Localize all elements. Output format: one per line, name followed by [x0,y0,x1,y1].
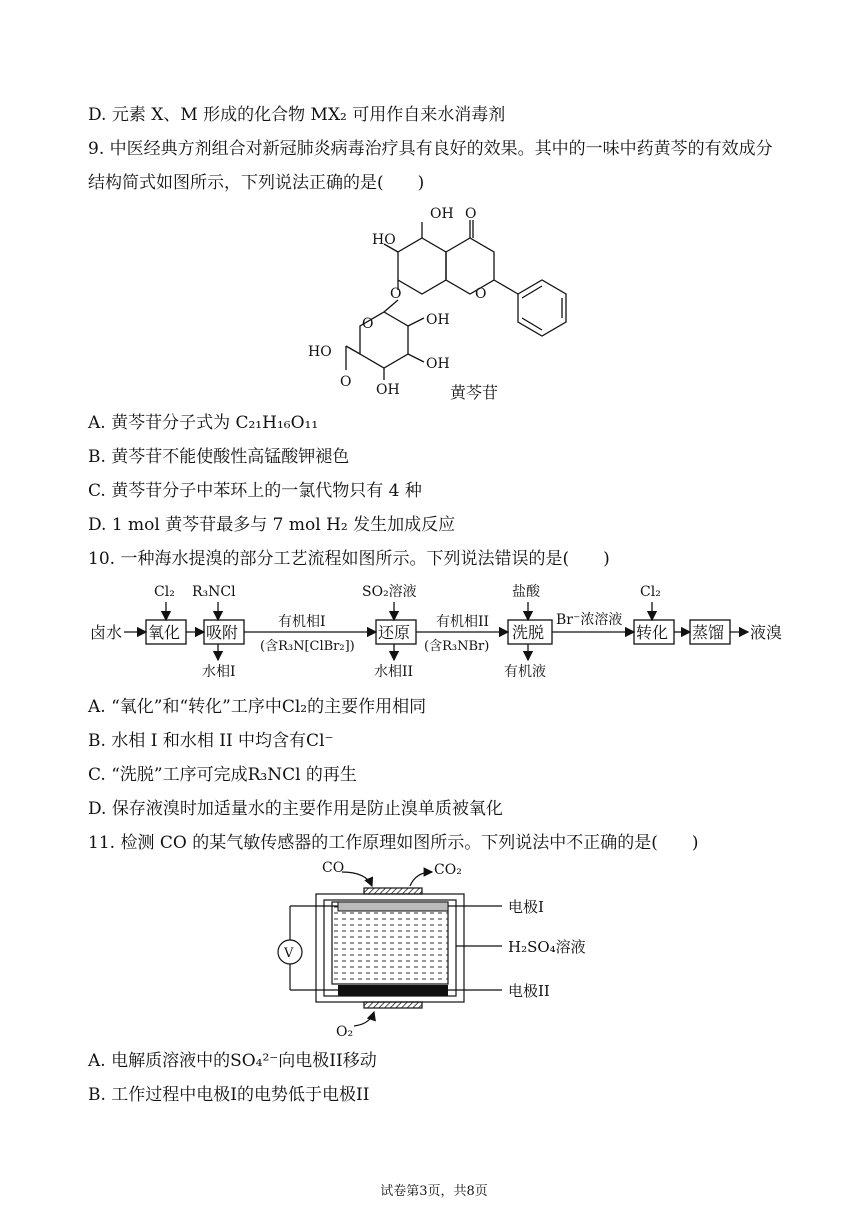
q10-box-elute: 洗脱 [512,623,545,642]
q10-option-b: B. 水相 I 和水相 II 中均含有Cl⁻ [88,731,334,751]
q11-label-o2: O₂ [336,1024,354,1040]
q9-label-oh2: OH [426,312,450,328]
q10-box-distill: 蒸馏 [692,623,725,642]
q10-arrow2-top: 有机相II [436,614,490,630]
q9-option-d: D. 1 mol 黄芩苷最多与 7 mol H₂ 发生加成反应 [88,515,456,535]
q11-option-b: B. 工作过程中电极I的电势低于电极II [88,1085,370,1105]
q11-voltmeter-label: V [284,946,294,961]
q10-input-r3ncl: R₃NCl [192,584,236,600]
q9-option-a: A. 黄芩苷分子式为 C₂₁H₁₆O₁₁ [88,413,319,433]
q10-arrow1-top: 有机相I [278,614,326,630]
q9-structure-figure [300,200,600,410]
q10-box-reduce: 还原 [378,623,411,642]
q11-label-electrode1: 电极I [508,898,544,916]
q11-label-solution: H₂SO₄溶液 [508,938,586,956]
q10-option-c: C. “洗脱”工序可完成R₃NCl 的再生 [88,765,357,785]
q10-arrow2-bottom: (含R₃NBr) [424,639,490,654]
q9-label-ho: HO [372,232,396,248]
q9-option-b: B. 黄芩苷不能使酸性高锰酸钾褪色 [88,447,350,467]
q10-start: 卤水 [90,623,123,642]
q9-label-oh4: OH [376,382,400,398]
q10-output-organic: 有机液 [504,664,546,680]
q10-input-so2: SO₂溶液 [362,584,417,600]
q10-arrow1-bottom: (含R₃N[ClBr₂]) [260,639,355,654]
q8-option-d: D. 元素 X、M 形成的化合物 MX₂ 可用作自来水消毒剂 [88,105,506,125]
q11-stem: 11. 检测 CO 的某气敏传感器的工作原理如图所示。下列说法中不正确的是( ) [88,833,699,853]
q11-sensor-figure [270,856,610,1046]
q10-output-water2: 水相II [374,664,414,680]
q10-input-hcl: 盐酸 [512,584,540,600]
q9-label-oh3: OH [426,356,450,372]
q10-input-cl2-b: Cl₂ [640,584,661,600]
q9-stem: 9. 中医经典方剂组合对新冠肺炎病毒治疗具有良好的效果。其中的一味中药黄芩的有效成分结构简式如图所示，下列说法正确的是( ) [88,139,773,193]
q9-caption: 黄芩苷 [450,383,499,402]
q11-option-a: A. 电解质溶液中的SO₄²⁻向电极II移动 [88,1051,377,1071]
q9-option-c: C. 黄芩苷分子中苯环上的一氯代物只有 4 种 [88,481,422,501]
q10-flow-figure [88,576,788,680]
q10-option-d: D. 保存液溴时加适量水的主要作用是防止溴单质被氧化 [88,799,503,819]
page-footer: 试卷第3页，共8页 [380,1184,488,1199]
q9-label-ho2: HO [308,344,332,360]
q9-label-o-top: O [465,206,477,222]
q10-stem: 10. 一种海水提溴的部分工艺流程如图所示。下列说法错误的是( ) [88,549,610,569]
q10-box-oxidize: 氧化 [148,623,181,642]
q10-box-convert: 转化 [636,623,669,642]
q11-label-co2: CO₂ [434,862,462,878]
q11-label-co: CO [322,860,345,876]
q10-box-adsorb: 吸附 [206,623,239,642]
q9-label-o-ring: O [475,286,487,302]
q10-end: 液溴 [750,623,783,642]
q10-arrow3-top: Br⁻浓溶液 [556,612,623,628]
q10-input-cl2-a: Cl₂ [154,584,175,600]
q9-label-oh1: OH [430,206,454,222]
q11-label-electrode2: 电极II [508,982,550,1000]
q9-label-o-link: O [390,286,402,302]
q9-label-o-acid: O [340,374,352,390]
q9-label-o-sugar: O [362,316,374,332]
q10-option-a: A. “氧化”和“转化”工序中Cl₂的主要作用相同 [88,697,427,717]
q10-output-water1: 水相I [202,664,236,680]
